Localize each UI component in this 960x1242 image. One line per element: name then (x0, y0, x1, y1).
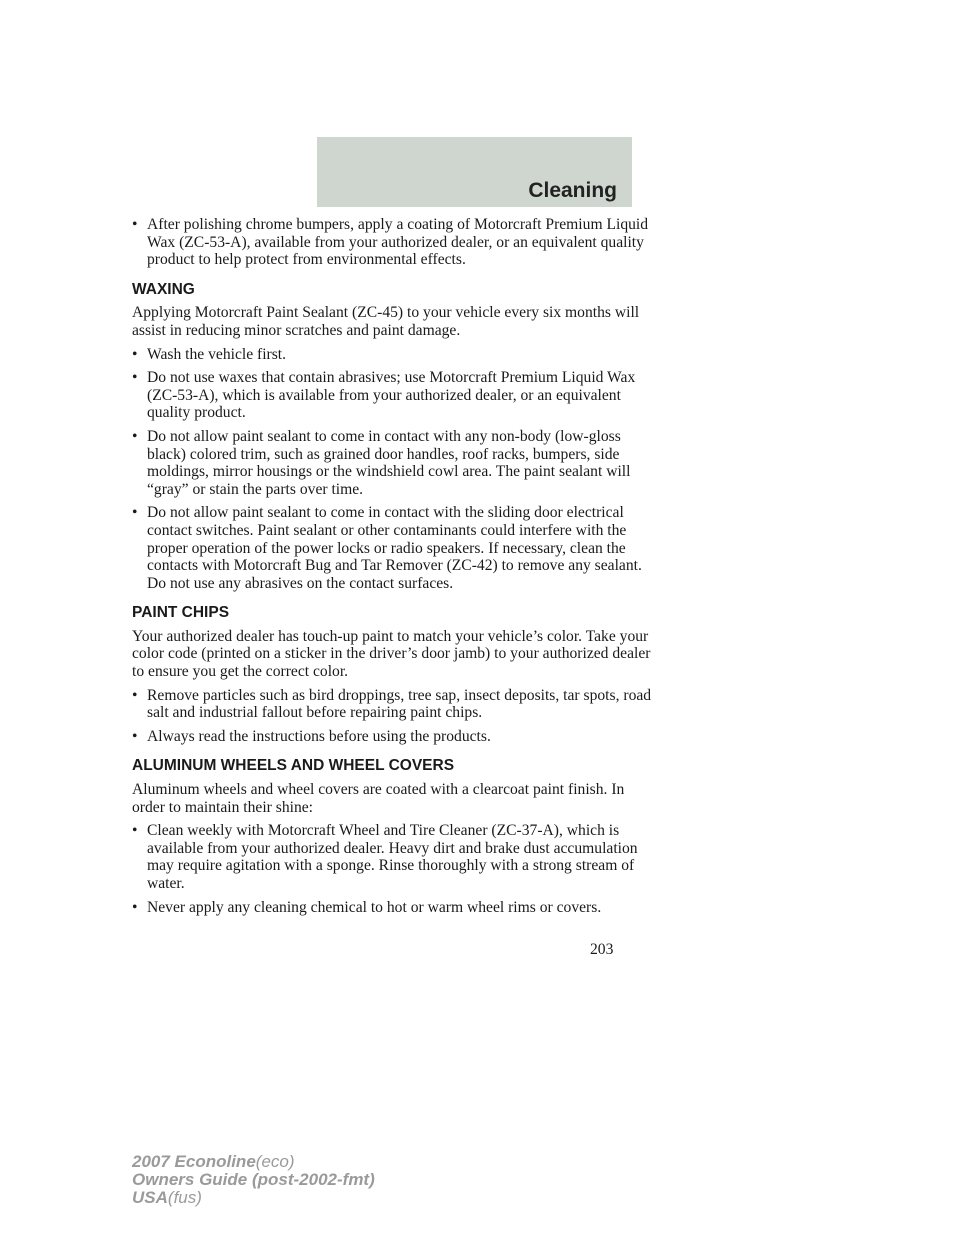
waxing-heading: WAXING (132, 280, 195, 298)
list-item-text: Do not use waxes that contain abrasives; use Motorcraft Premium Liquid Wax (ZC-53-A), which is available from your authorized dealer, or an equivalent quality product. (147, 369, 636, 422)
section-title: Cleaning (528, 179, 617, 202)
list-item (132, 728, 652, 746)
aluminum-wheels-intro: Aluminum wheels and wheel covers are coated with a clearcoat paint finish. In order to maintain their shine: (132, 781, 625, 816)
footer-line-1 (132, 1153, 375, 1171)
section-header-box (317, 137, 632, 207)
list-item-text: Wash the vehicle first. (147, 345, 287, 363)
footer-market: USA (132, 1188, 168, 1207)
bullet-glyph: • (132, 727, 138, 745)
list-item-text: Do not allow paint sealant to come in contact with the sliding door electrical contact switches. Paint sealant or other contaminants could interfere with the proper operation of the power locks or radio speakers. If necessary, clean the contacts with Motorcraft Bug and Tar Remover (ZC-42) to remove any sealant. Do not use any abrasives on the contact surfaces. (147, 504, 642, 592)
list-item (132, 346, 652, 364)
bullet-glyph: • (132, 369, 138, 387)
bullet-glyph: • (132, 216, 138, 233)
list-item (132, 428, 652, 498)
footer-line-2 (132, 1171, 375, 1189)
bullet-glyph: • (132, 427, 138, 445)
list-item-text: Always read the instructions before using the products. (147, 727, 491, 745)
list-item (132, 369, 652, 422)
bullet-glyph: • (132, 898, 138, 916)
bullet-glyph: • (132, 822, 138, 840)
footer-line-3 (132, 1189, 375, 1207)
page-number: 203 (590, 941, 614, 958)
list-item-text: Remove particles such as bird droppings, tree sap, insect deposits, tar spots, road salt and industrial fallout before repairing paint chips. (147, 686, 652, 722)
list-item (132, 216, 652, 269)
list-item-text: Clean weekly with Motorcraft Wheel and Tire Cleaner (ZC-37-A), which is available from your authorized dealer. Heavy dirt and brake dust accumulation may require agitation with a sponge. Rinse thoroughly with a strong stream of water. (147, 822, 638, 892)
list-item (132, 687, 652, 722)
bullet-glyph: • (132, 686, 138, 704)
footer-guide: Owners Guide (post-2002-fmt) (132, 1170, 375, 1189)
footer-market-code: (fus) (167, 1188, 202, 1207)
list-item (132, 899, 652, 917)
bullet-glyph: • (132, 345, 138, 363)
list-item (132, 822, 652, 892)
footer-model: 2007 Econoline (132, 1152, 256, 1171)
list-item-text: Do not allow paint sealant to come in contact with any non-body (low-gloss black) colored trim, such as grained door handles, roof racks, bumpers, side moldings, mirror housings or the windshield cowl area. The paint sealant will “gray” or stain the parts over time. (147, 427, 631, 498)
paint-chips-intro: Your authorized dealer has touch-up paint to match your vehicle’s color. Take your color code (printed on a sticker in the driver’s door jamb) to your authorized dealer to ensure you get the correct color. (132, 627, 651, 681)
paint-chips-heading: PAINT CHIPS (132, 604, 230, 622)
footer-model-code: (eco) (255, 1152, 295, 1171)
aluminum-wheels-heading: ALUMINUM WHEELS AND WHEEL COVERS (132, 757, 455, 775)
list-item-text: Never apply any cleaning chemical to hot or warm wheel rims or covers. (147, 898, 602, 916)
waxing-intro: Applying Motorcraft Paint Sealant (ZC-45) to your vehicle every six months will assist in reducing minor scratches and paint damage. (132, 304, 640, 339)
document-footer (132, 1153, 375, 1207)
list-item (132, 504, 652, 592)
bullet-glyph: • (132, 504, 138, 522)
page-content (132, 216, 652, 922)
list-item-text: After polishing chrome bumpers, apply a coating of Motorcraft Premium Liquid Wax (ZC-53-A), available from your authorized dealer, or an equivalent quality product to help protect from environmental effects. (147, 216, 649, 269)
